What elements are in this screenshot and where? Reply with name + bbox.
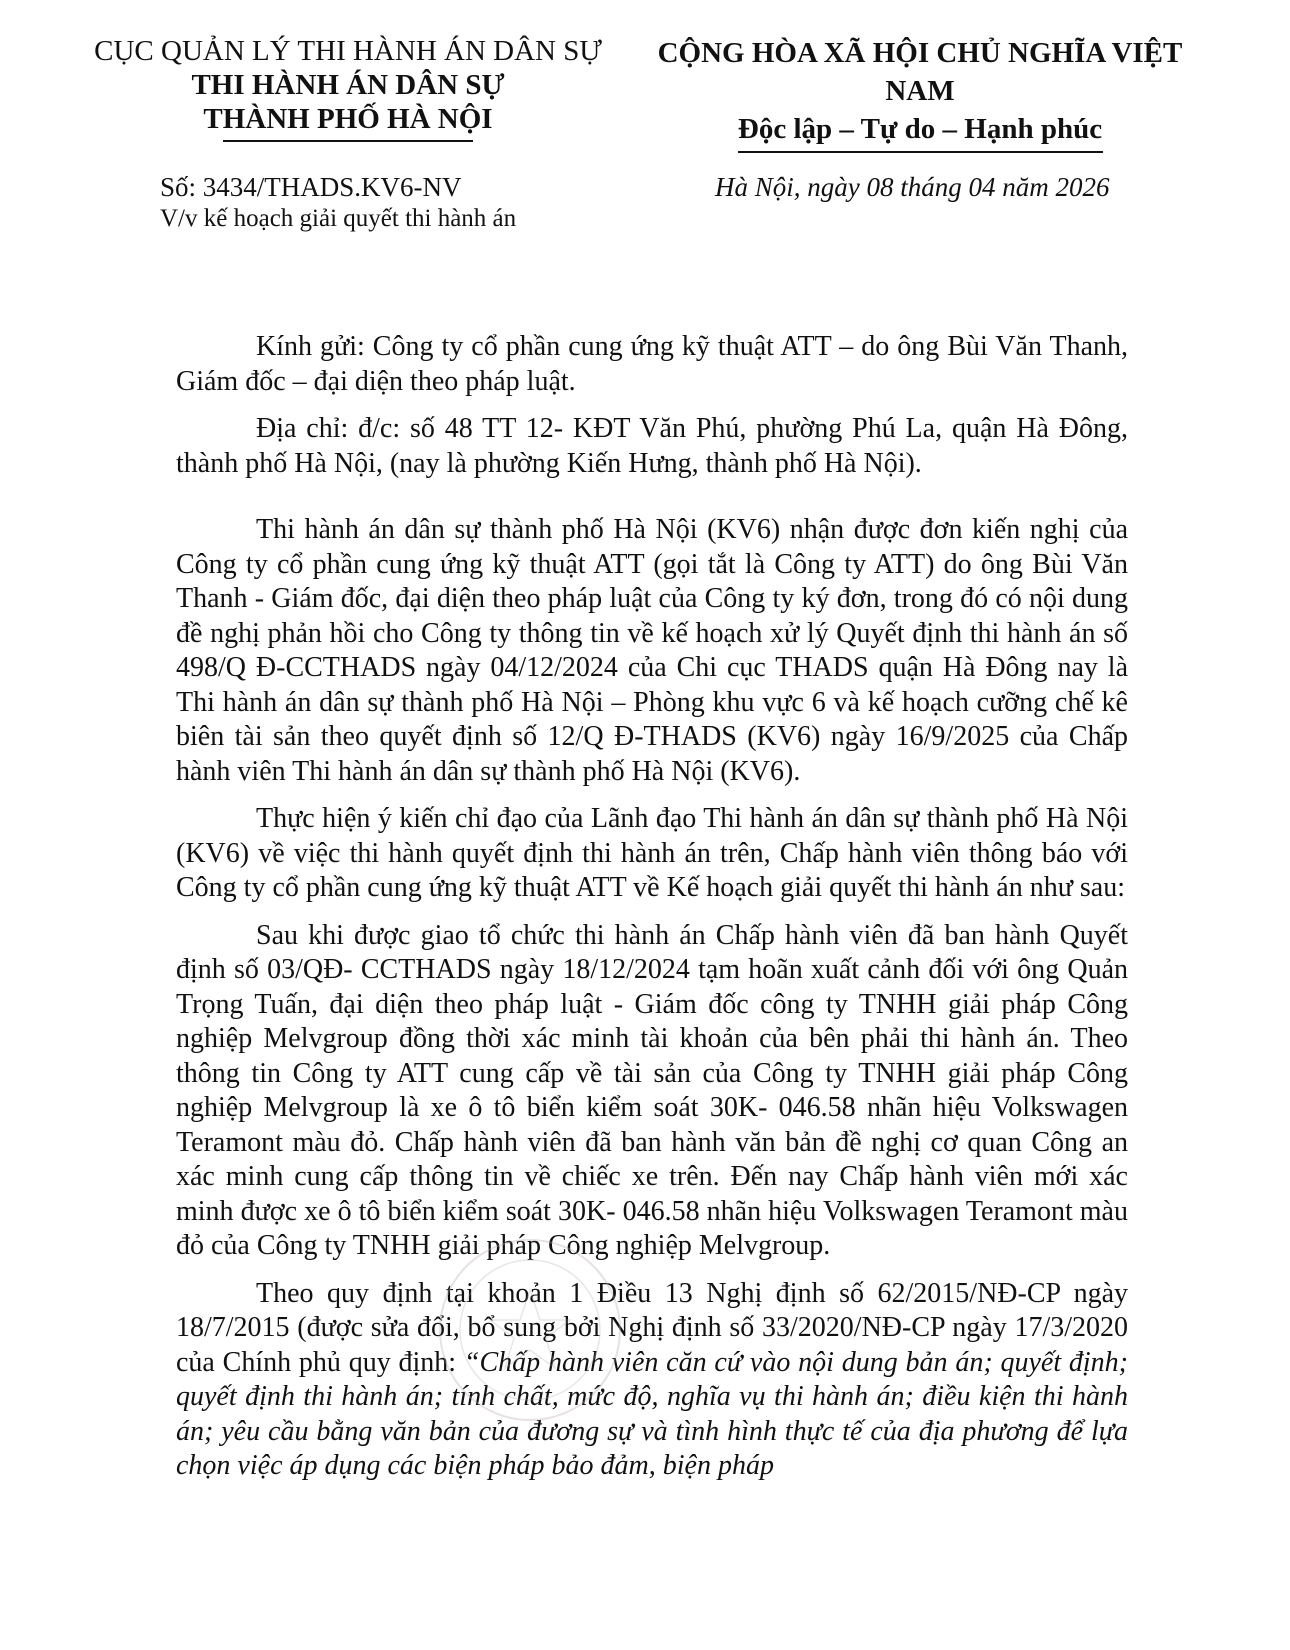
document-subject: V/v kế hoạch giải quyết thi hành án [160,205,517,232]
recipient-paragraph: Kính gửi: Công ty cổ phần cung ứng kỹ thuật ATT – do ông Bùi Văn Thanh, Giám đốc – đại diện theo pháp luật. [176,331,1128,397]
body-paragraph-4-quote: “Chấp hành viên căn cứ vào nội dung bản án; quyết định; quyết định thi hành án; tính chất, mức độ, nghĩa vụ thi hành án; điều kiện thi hành án; yêu cầu bằng văn bản của đương sự và tình hình thực tế của địa phương để lựa chọn việc áp dụng các biện pháp bảo đảm, biện pháp [176,1346,1128,1481]
body-paragraph-2: Thực hiện ý kiến chỉ đạo của Lãnh đạo Thi hành án dân sự thành phố Hà Nội (KV6) về việc thi hành quyết định thi hành án trên, Chấp hành viên thông báo với Công ty cổ phần cung ứng kỹ thuật ATT về Kế hoạch giải quyết thi hành án như sau: [176,803,1128,903]
body-paragraph-4 [176,1277,1128,1484]
body-paragraph-3: Sau khi được giao tổ chức thi hành án Chấp hành viên đã ban hành Quyết định số 03/QĐ- CCTHADS ngày 18/12/2024 tạm hoãn xuất cảnh đối với ông Quản Trọng Tuấn, đại diện theo pháp luật - Giám đốc công ty TNHH giải pháp Công nghiệp Melvgroup đồng thời xác minh tài khoản của bên phải thi hành án. Theo thông tin Công ty ATT cung cấp về tài sản của Công ty TNHH giải pháp Công nghiệp Melvgroup là xe ô tô biển kiểm soát 30K- 046.58 nhãn hiệu Volkswagen Teramont màu đỏ. Chấp hành viên đã ban hành văn bản đề nghị cơ quan Công an xác minh cung cấp thông tin về chiếc xe trên. Đến nay Chấp hành viên mới xác minh được xe ô tô biển kiểm soát 30K- 046.58 nhãn hiệu Volkswagen Teramont màu đỏ của Công ty TNHH giải pháp Công nghiệp Melvgroup. [176,919,1128,1261]
national-header-block [620,34,1220,153]
address-paragraph: Địa chỉ: đ/c: số 48 TT 12- KĐT Văn Phú, phường Phú La, quận Hà Đông, thành phố Hà Nội, (nay là phường Kiến Hưng, thành phố Hà Nội). [176,413,1128,479]
issuing-organization-line2: THÀNH PHỐ HÀ NỘI [203,103,493,135]
issuing-agency-block [88,34,608,142]
agency-underline [223,140,473,142]
national-motto: Độc lập – Tự do – Hạnh phúc [737,113,1103,145]
letter-body [176,330,1128,1484]
document-date: Hà Nội, ngày 08 tháng 04 năm 2026 [715,172,1110,202]
body-paragraph-1: Thi hành án dân sự thành phố Hà Nội (KV6) nhận được đơn kiến nghị của Công ty cổ phần cung ứng kỹ thuật ATT (gọi tắt là Công ty ATT) do ông Bùi Văn Thanh - Giám đốc, đại diện theo pháp luật của Công ty ký đơn, trong đó có nội dung đề nghị phản hồi cho Công ty thông tin về kế hoạch xử lý Quyết định thi hành án số 498/Q Đ-CCTHADS ngày 04/12/2024 của Chi cục THADS quận Hà Đông nay là Thi hành án dân sự thành phố Hà Nội – Phòng khu vực 6 và kế hoạch cưỡng chế kê biên tài sản theo quyết định số 12/Q Đ-THADS (KV6) ngày 16/9/2025 của Chấp hành viên Thi hành án dân sự thành phố Hà Nội (KV6). [176,514,1128,787]
motto-underline [738,151,1103,153]
body-paragraph-4-lead: Theo quy định tại khoản 1 Điều 13 Nghị định số 62/2015/NĐ-CP ngày 18/7/2015 (được sửa đổi, bổ sung bởi Nghị định số 33/2020/NĐ-CP ngày 17/3/2020 của Chính phủ quy định: [176,1277,1128,1378]
national-title: CỘNG HÒA XÃ HỘI CHỦ NGHĨA VIỆT NAM [657,37,1183,107]
document-number: Số: 3434/THADS.KV6-NV [160,172,462,202]
issuing-organization-line1: THI HÀNH ÁN DÂN SỰ [191,69,505,101]
parent-agency: CỤC QUẢN LÝ THI HÀNH ÁN DÂN SỰ [94,35,602,67]
